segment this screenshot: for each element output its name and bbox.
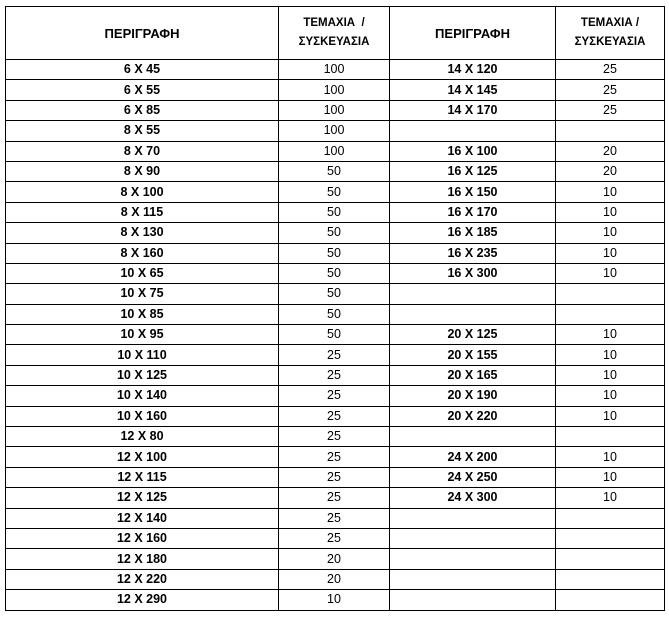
left-description-cell: 10 X 65	[6, 263, 279, 283]
header-qty-right-line2: ΣΥΣΚΕΥΑΣΙΑ	[574, 36, 646, 48]
left-qty-cell: 50	[279, 263, 390, 283]
right-description-cell: 16 X 170	[390, 202, 556, 222]
table-row	[6, 427, 665, 447]
table-row	[6, 508, 665, 528]
left-description-cell: 12 X 160	[6, 528, 279, 548]
right-description-cell: 16 X 100	[390, 141, 556, 161]
left-description-cell: 12 X 125	[6, 488, 279, 508]
table-row	[6, 100, 665, 120]
left-qty-cell: 25	[279, 528, 390, 548]
header-qty-right-line1: ΤΕΜΑΧΙΑ /	[580, 17, 640, 29]
left-qty-cell: 25	[279, 345, 390, 365]
header-description-left: ΠΕΡΙΓΡΑΦΗ	[6, 7, 279, 60]
left-description-cell: 6 X 55	[6, 80, 279, 100]
right-description-cell	[390, 569, 556, 589]
left-description-cell: 6 X 45	[6, 60, 279, 80]
header-qty-left-line1: ΤΕΜΑΧΙΑ /	[303, 17, 365, 29]
right-qty-cell: 10	[556, 488, 665, 508]
right-description-cell: 20 X 155	[390, 345, 556, 365]
table-row	[6, 202, 665, 222]
left-qty-cell: 100	[279, 60, 390, 80]
table-row	[6, 488, 665, 508]
right-description-cell: 20 X 125	[390, 325, 556, 345]
right-qty-cell: 25	[556, 60, 665, 80]
right-description-cell: 16 X 125	[390, 161, 556, 181]
right-description-cell: 16 X 300	[390, 263, 556, 283]
left-description-cell: 8 X 55	[6, 121, 279, 141]
right-qty-cell: 10	[556, 182, 665, 202]
table-row	[6, 386, 665, 406]
left-qty-cell: 25	[279, 386, 390, 406]
right-qty-cell: 10	[556, 223, 665, 243]
right-description-cell	[390, 121, 556, 141]
right-description-cell: 16 X 185	[390, 223, 556, 243]
left-qty-cell: 25	[279, 508, 390, 528]
table-row	[6, 60, 665, 80]
left-description-cell: 10 X 85	[6, 304, 279, 324]
right-description-cell	[390, 284, 556, 304]
right-qty-cell: 20	[556, 161, 665, 181]
right-qty-cell	[556, 121, 665, 141]
right-description-cell: 14 X 120	[390, 60, 556, 80]
left-description-cell: 10 X 75	[6, 284, 279, 304]
left-qty-cell: 50	[279, 161, 390, 181]
left-description-cell: 8 X 90	[6, 161, 279, 181]
table-row	[6, 263, 665, 283]
left-description-cell: 12 X 180	[6, 549, 279, 569]
left-qty-cell: 25	[279, 365, 390, 385]
right-description-cell: 16 X 150	[390, 182, 556, 202]
left-qty-cell: 50	[279, 243, 390, 263]
left-qty-cell: 25	[279, 488, 390, 508]
right-description-cell: 16 X 235	[390, 243, 556, 263]
table-row	[6, 80, 665, 100]
right-qty-cell: 10	[556, 325, 665, 345]
left-description-cell: 8 X 130	[6, 223, 279, 243]
table-row	[6, 304, 665, 324]
left-description-cell: 10 X 160	[6, 406, 279, 426]
right-qty-cell	[556, 549, 665, 569]
table-row	[6, 467, 665, 487]
left-qty-cell: 25	[279, 427, 390, 447]
right-qty-cell: 10	[556, 406, 665, 426]
table-row	[6, 284, 665, 304]
left-description-cell: 10 X 140	[6, 386, 279, 406]
right-qty-cell: 10	[556, 467, 665, 487]
left-description-cell: 12 X 140	[6, 508, 279, 528]
header-qty-left	[279, 7, 390, 60]
header-qty-left-line2: ΣΥΣΚΕΥΑΣΙΑ	[298, 36, 370, 48]
left-description-cell: 8 X 160	[6, 243, 279, 263]
table-row	[6, 141, 665, 161]
table-row	[6, 223, 665, 243]
table-row	[6, 325, 665, 345]
right-qty-cell	[556, 304, 665, 324]
right-description-cell: 24 X 300	[390, 488, 556, 508]
right-description-cell	[390, 508, 556, 528]
left-qty-cell: 50	[279, 325, 390, 345]
right-qty-cell: 25	[556, 80, 665, 100]
table-row	[6, 365, 665, 385]
left-description-cell: 12 X 80	[6, 427, 279, 447]
left-qty-cell: 20	[279, 569, 390, 589]
right-description-cell	[390, 590, 556, 610]
table-row	[6, 345, 665, 365]
left-description-cell: 12 X 220	[6, 569, 279, 589]
left-description-cell: 10 X 110	[6, 345, 279, 365]
right-qty-cell	[556, 590, 665, 610]
right-qty-cell	[556, 284, 665, 304]
right-description-cell: 24 X 200	[390, 447, 556, 467]
table-body	[6, 60, 665, 611]
table-row	[6, 161, 665, 181]
left-qty-cell: 50	[279, 304, 390, 324]
right-qty-cell	[556, 528, 665, 548]
table-row	[6, 406, 665, 426]
right-qty-cell: 10	[556, 447, 665, 467]
left-qty-cell: 100	[279, 100, 390, 120]
right-description-cell	[390, 528, 556, 548]
right-qty-cell: 20	[556, 141, 665, 161]
right-description-cell: 24 X 250	[390, 467, 556, 487]
left-qty-cell: 25	[279, 406, 390, 426]
right-qty-cell	[556, 569, 665, 589]
right-description-cell: 20 X 165	[390, 365, 556, 385]
left-description-cell: 8 X 115	[6, 202, 279, 222]
right-qty-cell: 10	[556, 263, 665, 283]
left-description-cell: 10 X 125	[6, 365, 279, 385]
right-description-cell: 14 X 170	[390, 100, 556, 120]
table-row	[6, 528, 665, 548]
left-description-cell: 8 X 70	[6, 141, 279, 161]
left-description-cell: 10 X 95	[6, 325, 279, 345]
left-qty-cell: 20	[279, 549, 390, 569]
left-qty-cell: 100	[279, 141, 390, 161]
left-description-cell: 6 X 85	[6, 100, 279, 120]
table-row	[6, 182, 665, 202]
right-description-cell: 14 X 145	[390, 80, 556, 100]
left-qty-cell: 50	[279, 284, 390, 304]
left-qty-cell: 50	[279, 182, 390, 202]
right-description-cell: 20 X 190	[390, 386, 556, 406]
product-table	[5, 6, 665, 611]
table-row	[6, 569, 665, 589]
left-description-cell: 8 X 100	[6, 182, 279, 202]
left-qty-cell: 10	[279, 590, 390, 610]
header-row	[6, 7, 665, 60]
header-description-right: ΠΕΡΙΓΡΑΦΗ	[390, 7, 556, 60]
left-description-cell: 12 X 115	[6, 467, 279, 487]
right-description-cell: 20 X 220	[390, 406, 556, 426]
header-qty-right	[556, 7, 665, 60]
right-qty-cell: 10	[556, 202, 665, 222]
left-qty-cell: 100	[279, 121, 390, 141]
table-row	[6, 590, 665, 610]
left-qty-cell: 100	[279, 80, 390, 100]
left-qty-cell: 25	[279, 447, 390, 467]
table-row	[6, 447, 665, 467]
table-row	[6, 243, 665, 263]
right-description-cell	[390, 427, 556, 447]
right-qty-cell: 25	[556, 100, 665, 120]
left-description-cell: 12 X 100	[6, 447, 279, 467]
right-description-cell	[390, 549, 556, 569]
left-description-cell: 12 X 290	[6, 590, 279, 610]
right-qty-cell: 10	[556, 386, 665, 406]
right-description-cell	[390, 304, 556, 324]
left-qty-cell: 50	[279, 202, 390, 222]
right-qty-cell: 10	[556, 243, 665, 263]
table-row	[6, 121, 665, 141]
table-row	[6, 549, 665, 569]
right-qty-cell: 10	[556, 345, 665, 365]
right-qty-cell	[556, 508, 665, 528]
right-qty-cell: 10	[556, 365, 665, 385]
left-qty-cell: 25	[279, 467, 390, 487]
right-qty-cell	[556, 427, 665, 447]
left-qty-cell: 50	[279, 223, 390, 243]
